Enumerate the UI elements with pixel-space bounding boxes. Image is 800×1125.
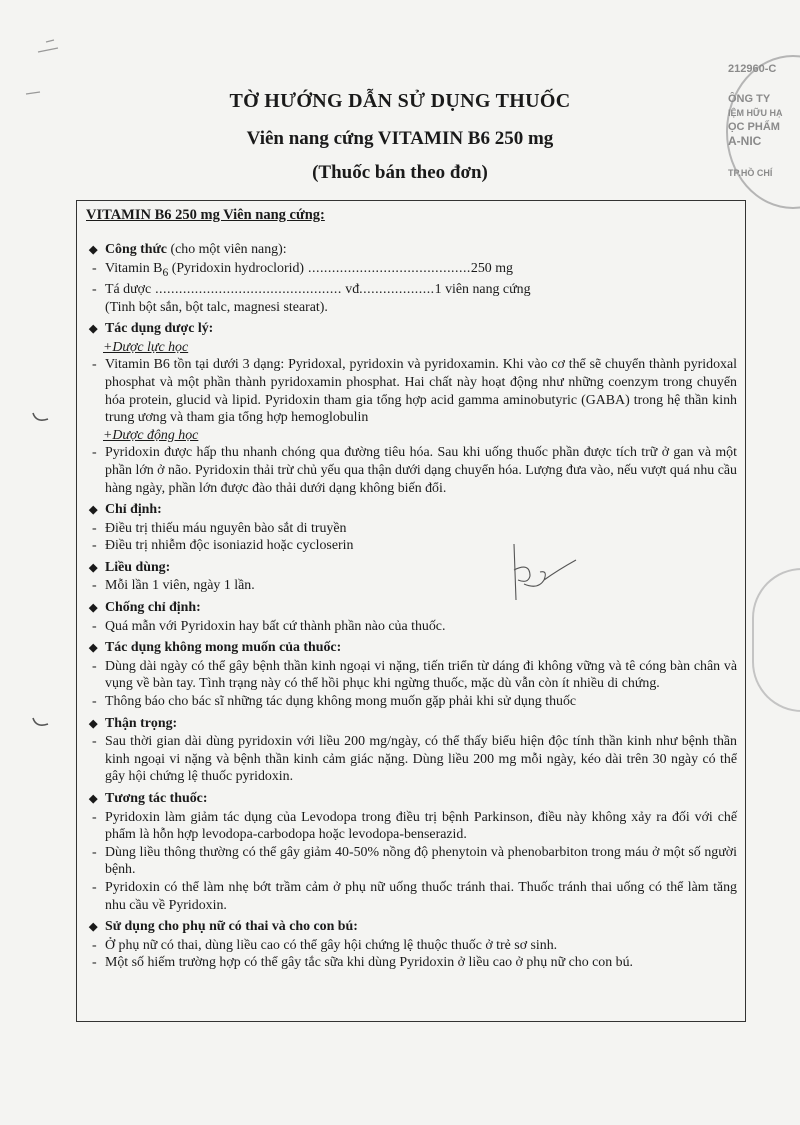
stamp-partial-ring [752, 568, 800, 712]
section-heading-side-effects [89, 639, 737, 658]
info-box [76, 200, 746, 1022]
stamp-line: TP.HỒ CHÍ [728, 168, 773, 178]
pharmacokinetics-heading: +Dược động học [103, 427, 199, 443]
excipient-label: Tá dược [105, 281, 152, 297]
section-heading-contraindications [89, 599, 737, 618]
list-item: - Một số hiếm trường hợp có thể gây tắc sữa khi dùng Pyridoxin ở liều cao ở phụ nữ cho con bú. [89, 954, 737, 972]
excipient-note: (Tinh bột sắn, bột talc, magnesi stearat). [105, 299, 328, 315]
heading-text: Tác dụng dược lý: [105, 321, 214, 337]
vitamin-subscript: 6 [162, 265, 169, 279]
excipient-vd: vđ [341, 281, 360, 297]
diamond-bullet-icon: ◆ [89, 504, 98, 517]
heading-text: Tương tác thuốc: [105, 791, 208, 806]
section-heading-precautions [89, 715, 737, 734]
diamond-bullet-icon: ◆ [89, 561, 98, 574]
vitamin-name: Vitamin B [105, 260, 163, 276]
vitamin-rest: (Pyridoxin hydroclorid) [168, 260, 305, 276]
section-heading-interactions [89, 790, 737, 809]
list-item: - Pyridoxin có thể làm nhẹ bớt trầm cảm ở phụ nữ uống thuốc tránh thai. Thuốc tránh thai uống có thể làm tăng nhu cầu về Pyridoxin. [89, 879, 737, 914]
list-item: - Dùng liều thông thường có thể gây giảm 40-50% nồng độ phenytoin và phenobarbiton trong máu ở một số người bệnh. [89, 844, 737, 879]
leader-dots: ................... [359, 281, 435, 297]
hole-punch-mark-icon [30, 405, 52, 427]
heading-text: Liều dùng: [105, 559, 171, 575]
pharmacodynamics-text: - Vitamin B6 tồn tại dưới 3 dạng: Pyridoxal, pyridoxin và pyridoxamin. Khi vào cơ thể sẽ chuyển thành pyridoxal phosphat và một phần thành pyridoxamin phosphat. Hai chất này hoạt động như những coenzym trong chuyển hóa protein, glucid và lipid. Pyridoxin tham gia tổng hợp acid gamma aminobutyric (GABA) trong hệ thần kinh trung ương và tham gia tổng hợp hemoglobulin [89, 356, 737, 426]
section-heading-pharmacology [89, 320, 737, 339]
formula-excipient-line [89, 281, 737, 299]
stamp-line: ÔNG TY [728, 93, 771, 105]
formula-vitamin-line [89, 260, 737, 281]
product-name: Viên nang cứng VITAMIN B6 250 mg [246, 128, 554, 149]
section-heading-formula [89, 241, 737, 260]
heading-text: Thận trọng: [105, 715, 178, 731]
heading-text: Tác dụng không mong muốn của thuốc: [105, 640, 342, 656]
diamond-bullet-icon: ◆ [89, 717, 98, 730]
vitamin-amount: 250 mg [470, 260, 513, 276]
diamond-bullet-icon: ◆ [89, 642, 98, 655]
prescription-note: (Thuốc bán theo đơn) [312, 162, 488, 183]
section-heading-pregnancy [89, 918, 737, 937]
stamp-line: IỆM HỮU HẠ [728, 108, 783, 118]
heading-note: (cho một viên nang): [170, 242, 287, 257]
list-item: - Điều trị thiếu máu nguyên bào sắt di truyền [89, 520, 737, 538]
excipient-amount: 1 viên nang cứng [434, 281, 531, 297]
leader-dots: ............................................... [151, 281, 342, 297]
heading-text: Công thức [105, 242, 167, 257]
heading-text: Chỉ định: [105, 502, 162, 518]
list-item: - Điều trị nhiễm độc isoniazid hoặc cycloserin [89, 537, 737, 555]
section-heading-dosage [89, 559, 737, 578]
list-item: - Ở phụ nữ có thai, dùng liều cao có thể gây hội chứng lệ thuộc thuốc ở trẻ sơ sinh. [89, 937, 737, 955]
list-item: - Dùng dài ngày có thể gây bệnh thần kinh ngoại vi nặng, tiến triển từ dáng đi không vững và tê cóng bàn chân và vụng về bàn tay. Tình trạng này có thể hồi phục khi ngừng thuốc, mặc dù vẫn còn ít nhiều di chứng. [89, 658, 737, 693]
list-item: - Mỗi lần 1 viên, ngày 1 lần. [89, 577, 737, 595]
document-title: TỜ HƯỚNG DẪN SỬ DỤNG THUỐC [229, 90, 571, 112]
info-content [89, 241, 737, 972]
list-item: - Pyridoxin làm giảm tác dụng của Levodopa trong điều trị bệnh Parkinson, điều này không xảy ra đối với chế phẩm là hỗn hợp levodopa-carbodopa hoặc levodopa-benserazid. [89, 809, 737, 844]
section-heading-indications [89, 501, 737, 520]
hole-punch-mark-icon [30, 710, 52, 732]
stamp-line: A-NIC [728, 134, 762, 148]
box-title: VITAMIN B6 250 mg Viên nang cứng: [86, 207, 325, 223]
pharmacodynamics-heading: +Dược lực học [103, 339, 189, 355]
heading-text: Chống chỉ định: [105, 600, 201, 616]
leader-dots: ......................................... [304, 260, 471, 276]
diamond-bullet-icon: ◆ [89, 323, 98, 336]
diamond-bullet-icon: ◆ [89, 244, 98, 256]
pharmacokinetics-text: - Pyridoxin được hấp thu nhanh chóng qua đường tiêu hóa. Sau khi uống thuốc phần được tích trữ ở gan và một phần lớn ở não. Pyridoxin thải trừ chủ yếu qua thận dưới dạng chuyển hóa. Lượng đưa vào, nếu vượt quá nhu cầu hàng ngày, phần lớn được đào thải dưới dạng không biến đổi. [89, 444, 737, 497]
heading-text: Sử dụng cho phụ nữ có thai và cho con bú: [105, 919, 358, 935]
list-item: - Quá mẫn với Pyridoxin hay bất cứ thành phần nào của thuốc. [89, 618, 737, 636]
stamp-line: 212960-C [728, 63, 777, 75]
list-item: - Thông báo cho bác sĩ những tác dụng không mong muốn gặp phải khi sử dụng thuốc [89, 693, 737, 711]
stamp-line: ỌC PHẨM [728, 121, 780, 133]
diamond-bullet-icon: ◆ [89, 793, 98, 805]
list-item: - Sau thời gian dài dùng pyridoxin với liều 200 mg/ngày, có thể thấy biểu hiện độc tính thần kinh như bệnh thần kinh ngoại vi nặng và bệnh thần kinh cảm giác nặng. Dùng liều 200 mg mỗi ngày, kéo dài trên 30 ngày có thể gây hội chứng lệ thuốc pyridoxin. [89, 733, 737, 786]
diamond-bullet-icon: ◆ [89, 921, 98, 934]
diamond-bullet-icon: ◆ [89, 602, 98, 615]
